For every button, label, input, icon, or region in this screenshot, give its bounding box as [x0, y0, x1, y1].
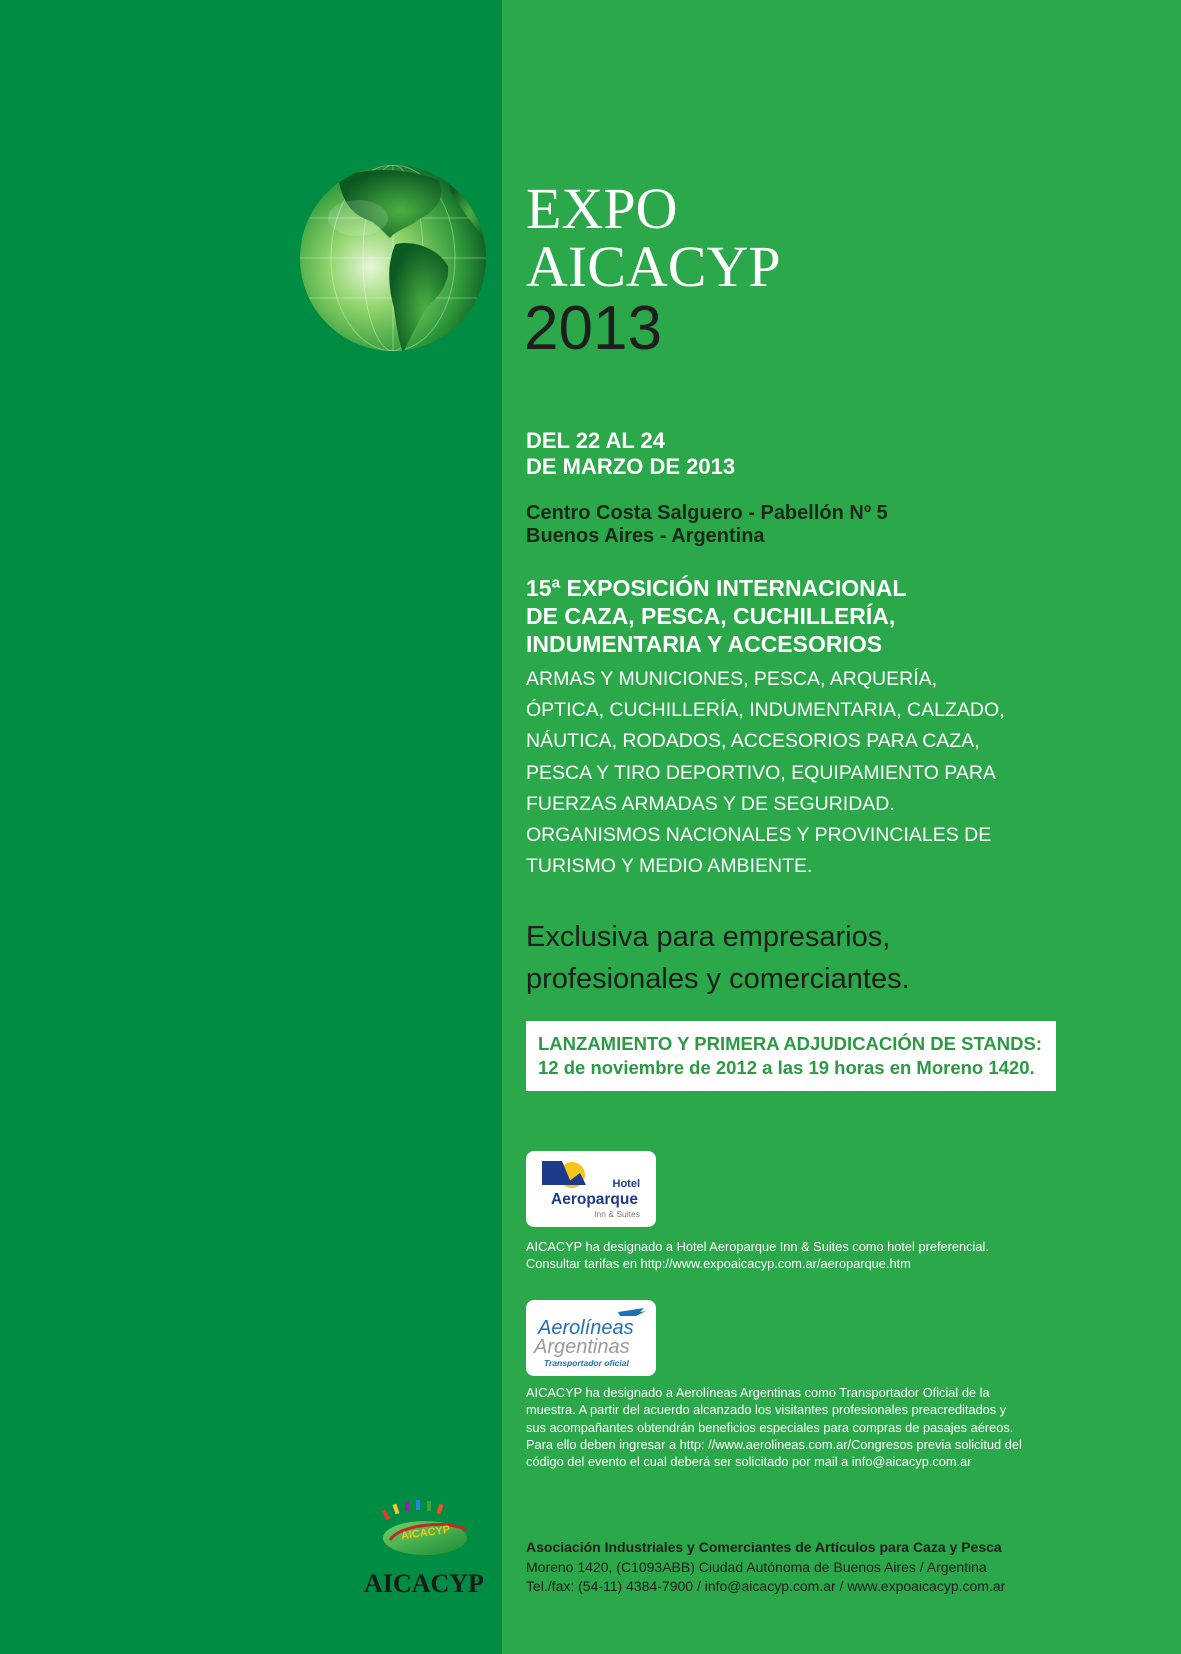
event-dates — [526, 428, 1166, 480]
bird-icon — [618, 1308, 646, 1316]
aero-logo-line2: Argentinas — [534, 1336, 630, 1358]
aero-text-line: sus acompañantes obtendrán beneficios especiales para compras de pasajes aéreos. — [526, 1419, 1014, 1435]
expo-heading-line: INDUMENTARIA Y ACCESORIOS — [526, 631, 883, 657]
aero-text-line: código del evento el cual deberá ser solicitado por mail a info@aicacyp.com.ar — [526, 1454, 972, 1470]
globe-icon — [298, 158, 488, 358]
title-year: 2013 — [524, 294, 662, 363]
hotel-logo-graphic — [526, 1151, 656, 1227]
aero-text-line: Para ello deben ingresar a http: //www.aerolineas.com.ar/Congresos previa solicitud del — [526, 1436, 1022, 1452]
category-line: TURISMO Y MEDIO AMBIENTE. — [526, 855, 813, 878]
footer-address: Moreno 1420, (C1093ABB) Ciudad Autónoma de Buenos Aires / Argentina — [526, 1558, 987, 1575]
title-expo: EXPO — [526, 176, 678, 241]
category-line: FUERZAS ARMADAS Y DE SEGURIDAD. — [526, 792, 895, 815]
category-line: ÓPTICA, CUCHILLERÍA, INDUMENTARIA, CALZADO, — [526, 699, 1005, 722]
venue-line: Centro Costa Salguero - Pabellón Nº 5 — [526, 502, 888, 524]
footer-contact — [526, 1538, 1126, 1597]
event-dates-line: DE MARZO DE 2013 — [526, 454, 736, 479]
aerolineas-logo-graphic — [526, 1300, 656, 1376]
event-venue — [526, 502, 1166, 548]
hotel-logo-sub: Inn & Suites — [594, 1209, 640, 1219]
hotel-logo-name: Aeroparque — [551, 1191, 638, 1208]
venue-line: Buenos Aires - Argentina — [526, 525, 765, 547]
rays-icon — [382, 1500, 444, 1520]
title-aicacyp: AICACYP — [526, 234, 781, 299]
category-line: ARMAS Y MUNICIONES, PESCA, ARQUERÍA, — [526, 668, 938, 690]
exclusive-line: profesionales y comerciantes. — [526, 963, 910, 995]
hotel-aeroparque-logo — [526, 1151, 656, 1227]
hotel-logo-small: Hotel — [612, 1178, 640, 1190]
footer-org: Asociación Industriales y Comerciantes de Artículos para Caza y Pesca — [526, 1539, 1002, 1555]
launch-heading: LANZAMIENTO Y PRIMERA ADJUDICACIÓN DE STANDS: — [538, 1033, 1042, 1054]
footer-contact-line: Tel./fax: (54-11) 4384-7900 / info@aicacyp.com.ar / www.expoaicacyp.com.ar — [526, 1578, 1006, 1594]
expo-categories — [526, 664, 1166, 882]
aicacyp-name: AICACYP — [364, 1569, 484, 1598]
event-dates-line: DEL 22 AL 24 — [526, 428, 665, 453]
category-line: ORGANISMOS NACIONALES Y PROVINCIALES DE — [526, 824, 992, 847]
expo-heading — [526, 574, 1166, 658]
aero-logo-line1: Aerolíneas — [538, 1317, 634, 1339]
launch-details: 12 de noviembre de 2012 a las 19 horas en Moreno 1420. — [538, 1057, 1035, 1078]
aero-text-line: AICACYP ha designado a Aerolíneas Argentinas como Transportador Oficial de la — [526, 1385, 990, 1400]
launch-box — [526, 1021, 1056, 1091]
category-line: PESCA Y TIRO DEPORTIVO, EQUIPAMIENTO PARA — [526, 761, 996, 784]
hotel-text-line: AICACYP ha designado a Hotel Aeroparque Inn & Suites como hotel preferencial. — [526, 1239, 989, 1254]
expo-heading-line: DE CAZA, PESCA, CUCHILLERÍA, — [526, 603, 896, 629]
hotel-description — [526, 1238, 1086, 1273]
aicacyp-emblem — [370, 1496, 480, 1560]
aerolineas-description — [526, 1384, 1086, 1470]
category-line: NÁUTICA, RODADOS, ACCESORIOS PARA CAZA, — [526, 730, 980, 753]
emblem-text: AICACYP — [400, 1523, 451, 1543]
aerolineas-logo — [526, 1300, 656, 1376]
exclusive-line: Exclusiva para empresarios, — [526, 921, 891, 953]
aero-logo-sub: Transportador oficial — [544, 1358, 629, 1368]
expo-heading-line: 15ª EXPOSICIÓN INTERNACIONAL — [526, 575, 907, 601]
exclusive-note — [526, 916, 1166, 1000]
hotel-text-line: Consultar tarifas en http://www.expoaicacyp.com.ar/aeroparque.htm — [526, 1256, 911, 1272]
aero-text-line: muestra. A partir del acuerdo alcanzado los visitantes profesionales preacreditados y — [526, 1402, 1007, 1418]
